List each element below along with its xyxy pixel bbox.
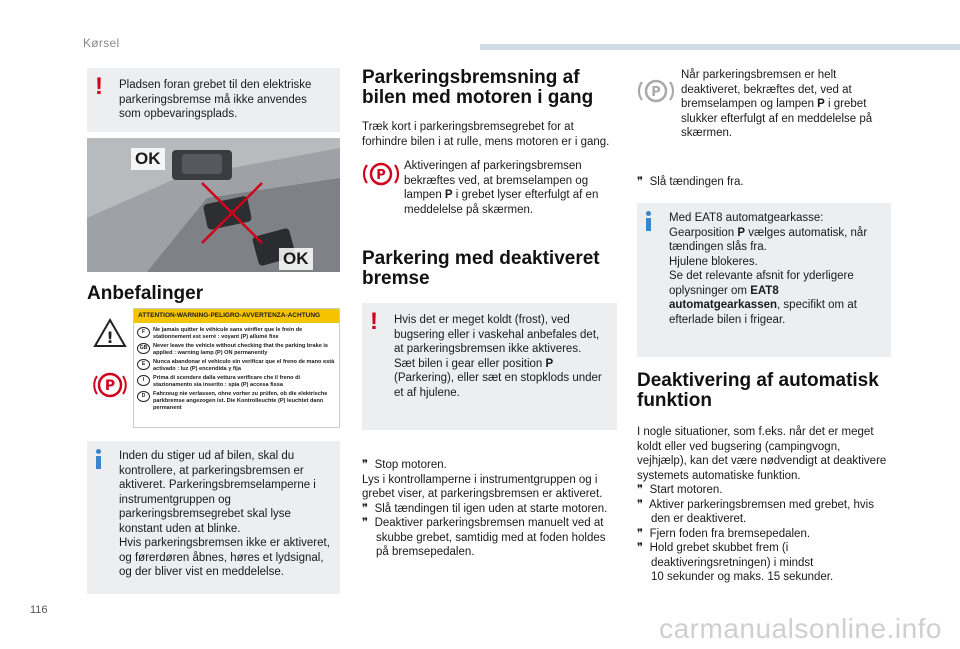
list-item-text: Start motoren. [649, 484, 723, 496]
info-eat8-mid: vælges automatisk, når tændingen slås fra. Hjulene blokeres. Se det relevante afsnit for yderligere oplysninger om [669, 226, 868, 297]
sticker-line-code: I [137, 375, 150, 386]
sticker-line [137, 375, 336, 389]
svg-text:P: P [104, 378, 116, 394]
arrow-bullet-icon: ❞ [362, 502, 375, 515]
warning-box-storage [87, 68, 340, 132]
sticker-line [137, 343, 336, 357]
sticker-lines [134, 323, 339, 414]
activation-text-pre: Aktiveringen af parkeringsbremsen bekræftes ved, at bremselampen og lampen [404, 160, 589, 201]
list-item [637, 527, 891, 542]
list-item-text: Hold grebet skubbet frem (i deaktiveringsretningen) i mindst 10 sekunder og maks. 15 sekunder. [649, 542, 834, 583]
released-text [681, 68, 891, 141]
list-item [362, 502, 617, 517]
warning-frost-text [394, 313, 607, 400]
sticker-brake-icon [93, 368, 127, 402]
info-box-recommendations-wrap [87, 441, 340, 594]
released-text-post: i grebet slukker efterfulgt af en meddelelse på skærmen. [681, 98, 873, 139]
auto-steps-list [637, 483, 891, 585]
sticker-line [137, 359, 336, 373]
column-middle [362, 68, 617, 560]
parking-brake-photo [87, 138, 340, 272]
info-eat8-bold1: P [737, 226, 746, 239]
sticker-line-text: Nunca abandonar el vehículo sin verificar que el freno de mano está activado : luz (P) encendida y fija [153, 359, 335, 372]
sticker-line-code: F [137, 327, 150, 338]
sticker-text-panel [133, 308, 340, 428]
info-icon-eat8 [645, 211, 657, 231]
sticker-line-text: Ne jamais quitter le véhicule sans vérifier que le frein de stationnement est serré : voyant (P) allumé fixe [153, 327, 303, 340]
warning-sticker [87, 308, 340, 428]
heading-engine-running: Parkeringsbremsning af bilen med motoren i gang [362, 67, 594, 108]
list-item-text: Aktiver parkeringsbremsen med grebet, hvis den er deaktiveret. [648, 498, 874, 525]
info-eat8-pre: Med EAT8 automatgearkasse: Gearposition [669, 212, 824, 239]
step-ignition-off [637, 175, 891, 190]
info-icon [95, 449, 107, 469]
arrow-bullet-icon: ❞ [637, 542, 650, 554]
released-text-pre: Når parkeringsbremsen er helt deaktiveret, bekræftes det, ved at bremselampen og lampen [681, 69, 852, 110]
stop-steps-list [362, 458, 617, 560]
released-text-bold: P [817, 98, 825, 110]
sticker-line-text: Prima di scendere dalla vettura verificare che il freno di stazionamento sia inserito : spia (P) accesa fissa [153, 375, 301, 388]
page-number: 116 [30, 604, 48, 616]
arrow-bullet-icon: ❞ [362, 459, 375, 471]
info-eat8-text [669, 211, 881, 327]
sticker-line-text: Never leave the vehicle without checking that the parking brake is applied : warning lamp (P) ON permanently [153, 343, 329, 356]
activation-text [404, 159, 617, 217]
activation-note [362, 159, 617, 217]
svg-text:!: ! [106, 328, 114, 347]
list-item [637, 483, 891, 498]
sticker-line [137, 391, 336, 412]
heading-recommendations-wrap [87, 284, 203, 304]
info-eat8-post: , specifikt om at efterlade bilen i frigear. [669, 299, 857, 326]
svg-text:P: P [376, 168, 386, 183]
column-right [637, 68, 891, 585]
sticker-line [137, 327, 336, 341]
warning-icon: ! [95, 73, 103, 100]
sticker-line-code: E [137, 359, 150, 370]
info-box-recommendations [87, 441, 340, 594]
sticker-line-text: Fahrzeug nie verlassen, ohne vorher zu prüfen, ob die elektrische parkbremse angezogen ist. Die Kontrolleuchte (P) leuchtet dann permanent [153, 391, 328, 411]
list-item-text: Slå tændingen til igen uden at starte motoren. [374, 502, 608, 515]
step-ignition-off-text: Slå tændingen fra. [649, 175, 744, 188]
list-item [637, 541, 891, 585]
auto-intro: I nogle situationer, som f.eks. når det er meget koldt eller ved bugsering (campingvogn, vejhjælp), kan det være nødvendigt at deaktivere systemets automatiske funktion. [637, 426, 887, 482]
arrow-bullet-icon: ❞ [637, 527, 650, 540]
list-item-text: Deaktiver parkeringsbremsen manuelt ved at skubbe grebet, samtidig med at foden holdes på bremsepedalen. [374, 517, 606, 558]
info-text: Inden du stiger ud af bilen, skal du kontrollere, at parkeringsbremsen er aktiveret. Parkeringsbremselamperne i instrumentgruppen og parkeringsbremsegrebet skal lyse konstant uden at blinke. Hvis parkeringsbremsen ikke er aktiveret, og førerdøren åbnes, høres et lydsignal, og der bliver vist en meddelelse. [119, 450, 330, 578]
heading-recommendations: Anbefalinger [87, 283, 204, 304]
ok-label-bottom: OK [279, 248, 313, 270]
activation-text-bold: P [444, 189, 453, 201]
sticker-line-code: D [137, 391, 150, 402]
column-left [87, 68, 340, 132]
arrow-bullet-icon: ❞ [637, 484, 650, 496]
list-item-text: Fjern foden fra bremsepedalen. [649, 527, 811, 540]
svg-text:P: P [651, 85, 661, 100]
warning-icon-frost: ! [370, 308, 378, 335]
engine-running-intro: Træk kort i parkeringsbremsegrebet for at forhindre bilen i at rulle, mens motoren er i gang. [362, 121, 610, 148]
heading-deactivated-brake: Parkering med deaktiveret bremse [362, 248, 600, 289]
list-item [362, 458, 617, 473]
sticker-warning-triangle-icon [93, 318, 127, 348]
list-item-text: Stop motoren. [374, 459, 447, 471]
released-note [637, 68, 891, 141]
warning-box-frost [362, 303, 617, 430]
warning-frost-post: (Parkering), eller sæt en stopklods under et af hjulene. [394, 372, 602, 399]
section-title: Kørsel [83, 36, 120, 50]
arrow-bullet-icon: ❞ [362, 517, 375, 529]
brake-active-icon [362, 159, 404, 194]
heading-deactivate-auto: Deaktivering af automatisk funktion [637, 370, 879, 411]
sticker-line-code: GB [137, 343, 150, 354]
activation-text-post: i grebet lyser efterfulgt af en meddelelse på skærmen. [404, 189, 599, 216]
list-item [637, 498, 891, 527]
brake-released-icon [637, 68, 681, 111]
info-eat8-bold2: EAT8 automatgearkassen [669, 284, 779, 311]
warning-frost-pre: Hvis det er meget koldt (frost), ved bugsering eller i vaskehal anbefales det, at parkeringsbremsen ikke aktiveres. Sæt bilen i gear eller position [394, 314, 600, 370]
ok-label-top: OK [131, 148, 165, 170]
warning-text: Pladsen foran grebet til den elektriske parkeringsbremse må ikke anvendes som opbevaringsplads. [119, 79, 312, 120]
warning-frost-bold: P [545, 357, 554, 370]
watermark: carmanualsonline.info [659, 613, 942, 644]
list-item [362, 516, 617, 560]
info-box-eat8 [637, 203, 891, 357]
list-item [362, 473, 617, 502]
arrow-bullet-icon: ❞ [637, 175, 644, 188]
header-bar [480, 44, 960, 50]
sticker-title: ATTENTION-WARNING-PELIGRO-AVVERTENZA-ACHTUNG [134, 309, 339, 323]
arrow-bullet-icon: ❞ [637, 498, 649, 511]
list-item-text: Lys i kontrollamperne i instrumentgruppen og i grebet viser, at parkeringsbremsen er aktiveret. [362, 473, 603, 500]
